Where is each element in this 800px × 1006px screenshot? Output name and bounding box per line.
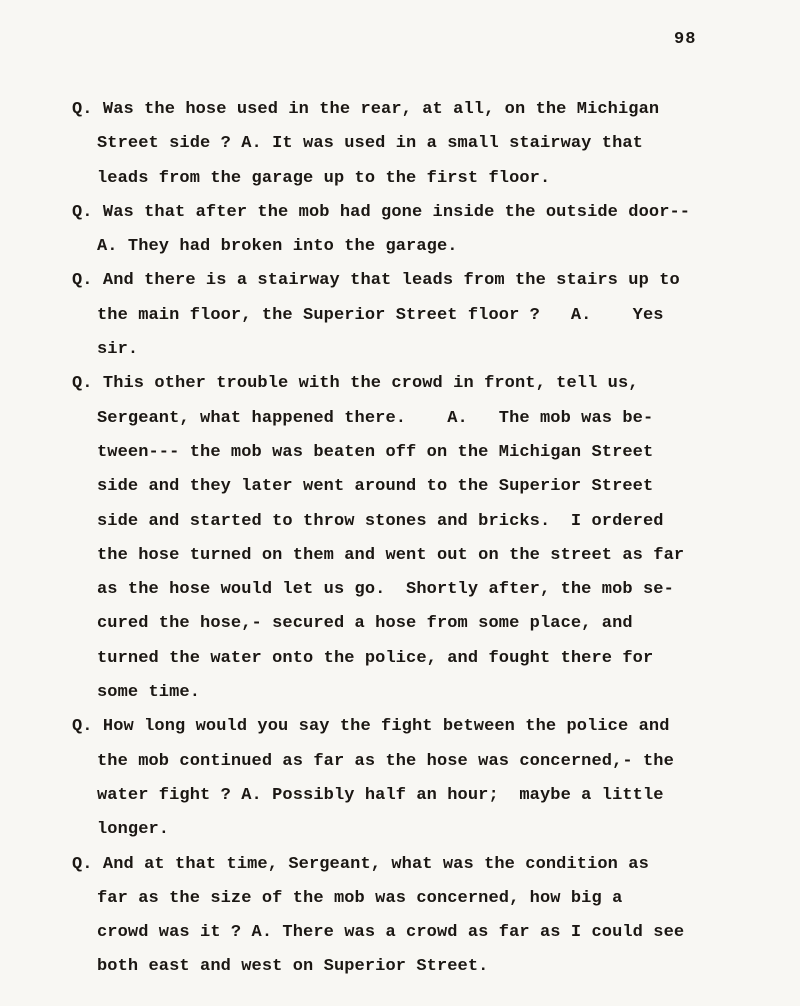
transcript-line: Q. And at that time, Sergeant, what was the condition as	[72, 854, 649, 874]
transcript-line: Q. Was the hose used in the rear, at all, on the Michigan	[72, 100, 660, 119]
transcript-line: some time.	[97, 683, 201, 703]
transcript-line: far as the size of the mob was concerned, how big a	[97, 888, 623, 908]
transcript-line: water fight ? A. Possibly half an hour; maybe a little	[97, 785, 664, 805]
transcript-line: the main floor, the Superior Street floor ? A. Yes	[97, 305, 664, 325]
transcript-body	[72, 93, 732, 985]
transcript-line: Street side ? A. It was used in a small stairway that	[97, 134, 643, 154]
transcript-line: the mob continued as far as the hose was concerned,- the	[97, 751, 674, 771]
transcript-line: Q. This other trouble with the crowd in front, tell us,	[72, 374, 639, 394]
transcript-line: both east and west on Superior Street.	[97, 957, 489, 977]
transcript-line: cured the hose,- secured a hose from some place, and	[97, 614, 633, 634]
transcript-line: Q. Was that after the mob had gone inside the outside door--	[72, 202, 691, 222]
transcript-line: the hose turned on them and went out on the street as far	[97, 545, 685, 565]
transcript-line: as the hose would let us go. Shortly after, the mob se-	[97, 580, 674, 600]
transcript-line: Sergeant, what happened there. A. The mob was be-	[97, 408, 654, 428]
transcript-line: sir.	[97, 340, 139, 360]
transcript-line: longer.	[97, 820, 170, 840]
transcript-line: side and started to throw stones and bricks. I ordered	[97, 511, 664, 531]
page-number: 98	[674, 30, 697, 49]
transcript-line: Q. How long would you say the fight between the police and	[72, 717, 670, 737]
transcript-line: tween--- the mob was beaten off on the Michigan Street	[97, 442, 654, 462]
transcript-line: side and they later went around to the Superior Street	[97, 477, 654, 497]
transcript-line: leads from the garage up to the first floor.	[97, 168, 551, 188]
transcript-line: crowd was it ? A. There was a crowd as far as I could see	[97, 923, 685, 943]
transcript-line: A. They had broken into the garage.	[97, 237, 458, 257]
transcript-line: Q. And there is a stairway that leads from the stairs up to	[72, 271, 680, 291]
transcript-line: turned the water onto the police, and fought there for	[97, 648, 654, 668]
